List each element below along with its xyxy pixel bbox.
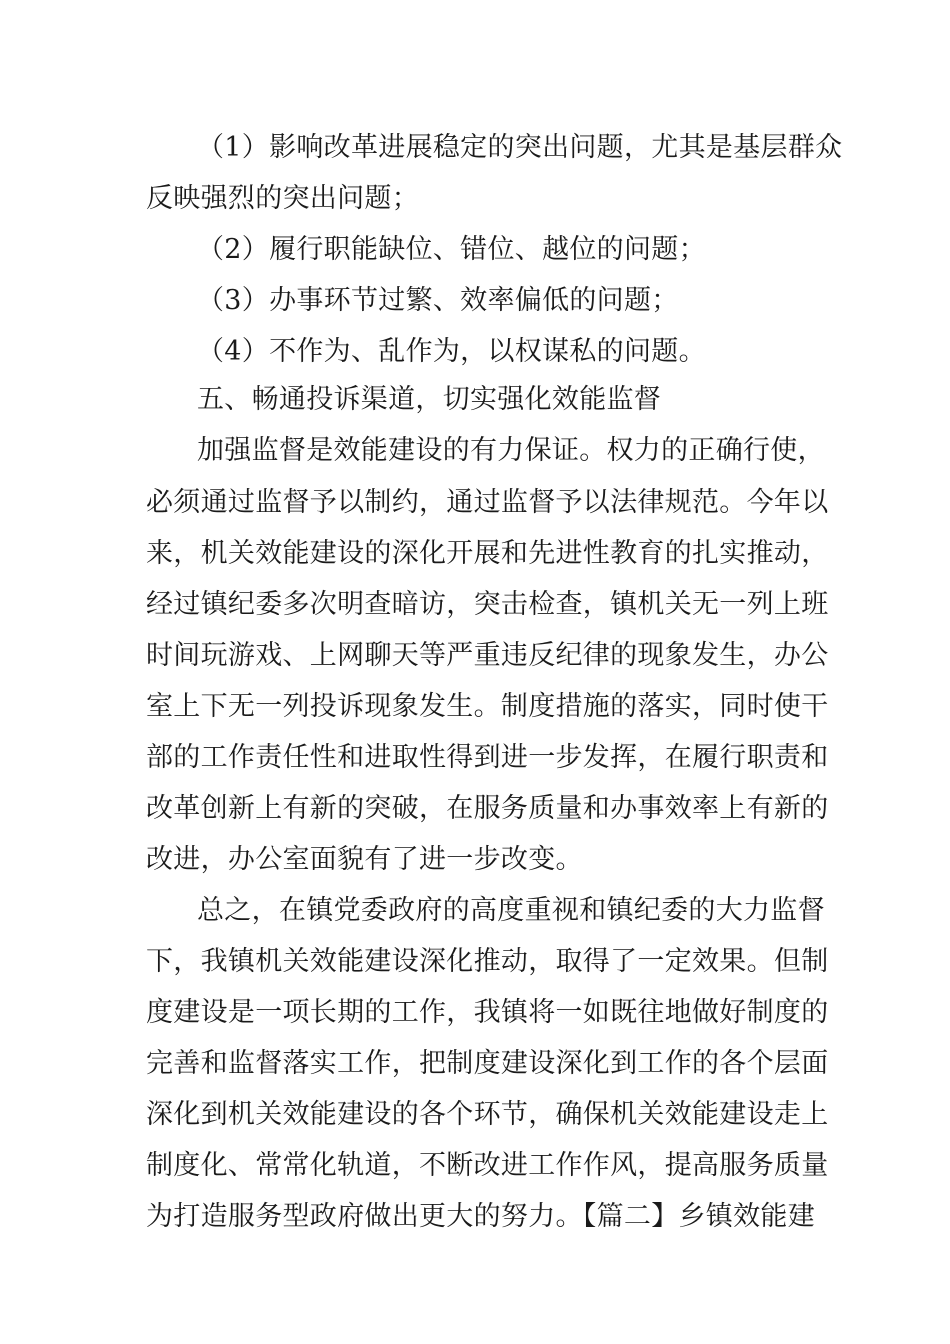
paragraph-line: 总之，在镇党委政府的高度重视和镇纪委的大力监督 xyxy=(197,895,825,926)
paragraph-line: 时间玩游戏、上网聊天等严重违反纪律的现象发生，办公 xyxy=(146,640,829,671)
list-item-1: （1）影响改革进展稳定的突出问题，尤其是基层群众 xyxy=(197,132,843,163)
paragraph-line: 部的工作责任性和进取性得到进一步发挥，在履行职责和 xyxy=(146,742,829,773)
paragraph-line: 改革创新上有新的突破，在服务质量和办事效率上有新的 xyxy=(146,793,829,824)
paragraph-line: 室上下无一列投诉现象发生。制度措施的落实，同时使干 xyxy=(146,691,829,722)
paragraph-line: 下，我镇机关效能建设深化推动，取得了一定效果。但制 xyxy=(146,946,829,977)
paragraph-line: 改进，办公室面貌有了进一步改变。 xyxy=(146,844,583,875)
paragraph-line: 必须通过监督予以制约，通过监督予以法律规范。今年以 xyxy=(146,487,829,518)
list-item-1-continued: 反映强烈的突出问题； xyxy=(146,183,419,214)
list-item-2: （2）履行职能缺位、错位、越位的问题； xyxy=(197,234,706,265)
paragraph-line: 完善和监督落实工作，把制度建设深化到工作的各个层面 xyxy=(146,1048,829,1079)
paragraph-line: 来，机关效能建设的深化开展和先进性教育的扎实推动， xyxy=(146,538,829,569)
paragraph-line: 加强监督是效能建设的有力保证。权力的正确行使， xyxy=(197,435,825,466)
paragraph-line: 经过镇纪委多次明查暗访，突击检查，镇机关无一列上班 xyxy=(146,589,829,620)
list-item-3: （3）办事环节过繁、效率偏低的问题； xyxy=(197,285,679,316)
section-heading-5: 五、畅通投诉渠道，切实强化效能监督 xyxy=(197,384,662,415)
paragraph-line: 度建设是一项长期的工作，我镇将一如既往地做好制度的 xyxy=(146,997,829,1028)
paragraph-line: 制度化、常常化轨道，不断改进工作作风，提高服务质量 xyxy=(146,1150,829,1181)
paragraph-line: 为打造服务型政府做出更大的努力。【篇二】乡镇效能建 xyxy=(146,1201,815,1232)
paragraph-line: 深化到机关效能建设的各个环节，确保机关效能建设走上 xyxy=(146,1099,829,1130)
list-item-4: （4）不作为、乱作为，以权谋私的问题。 xyxy=(197,336,706,367)
